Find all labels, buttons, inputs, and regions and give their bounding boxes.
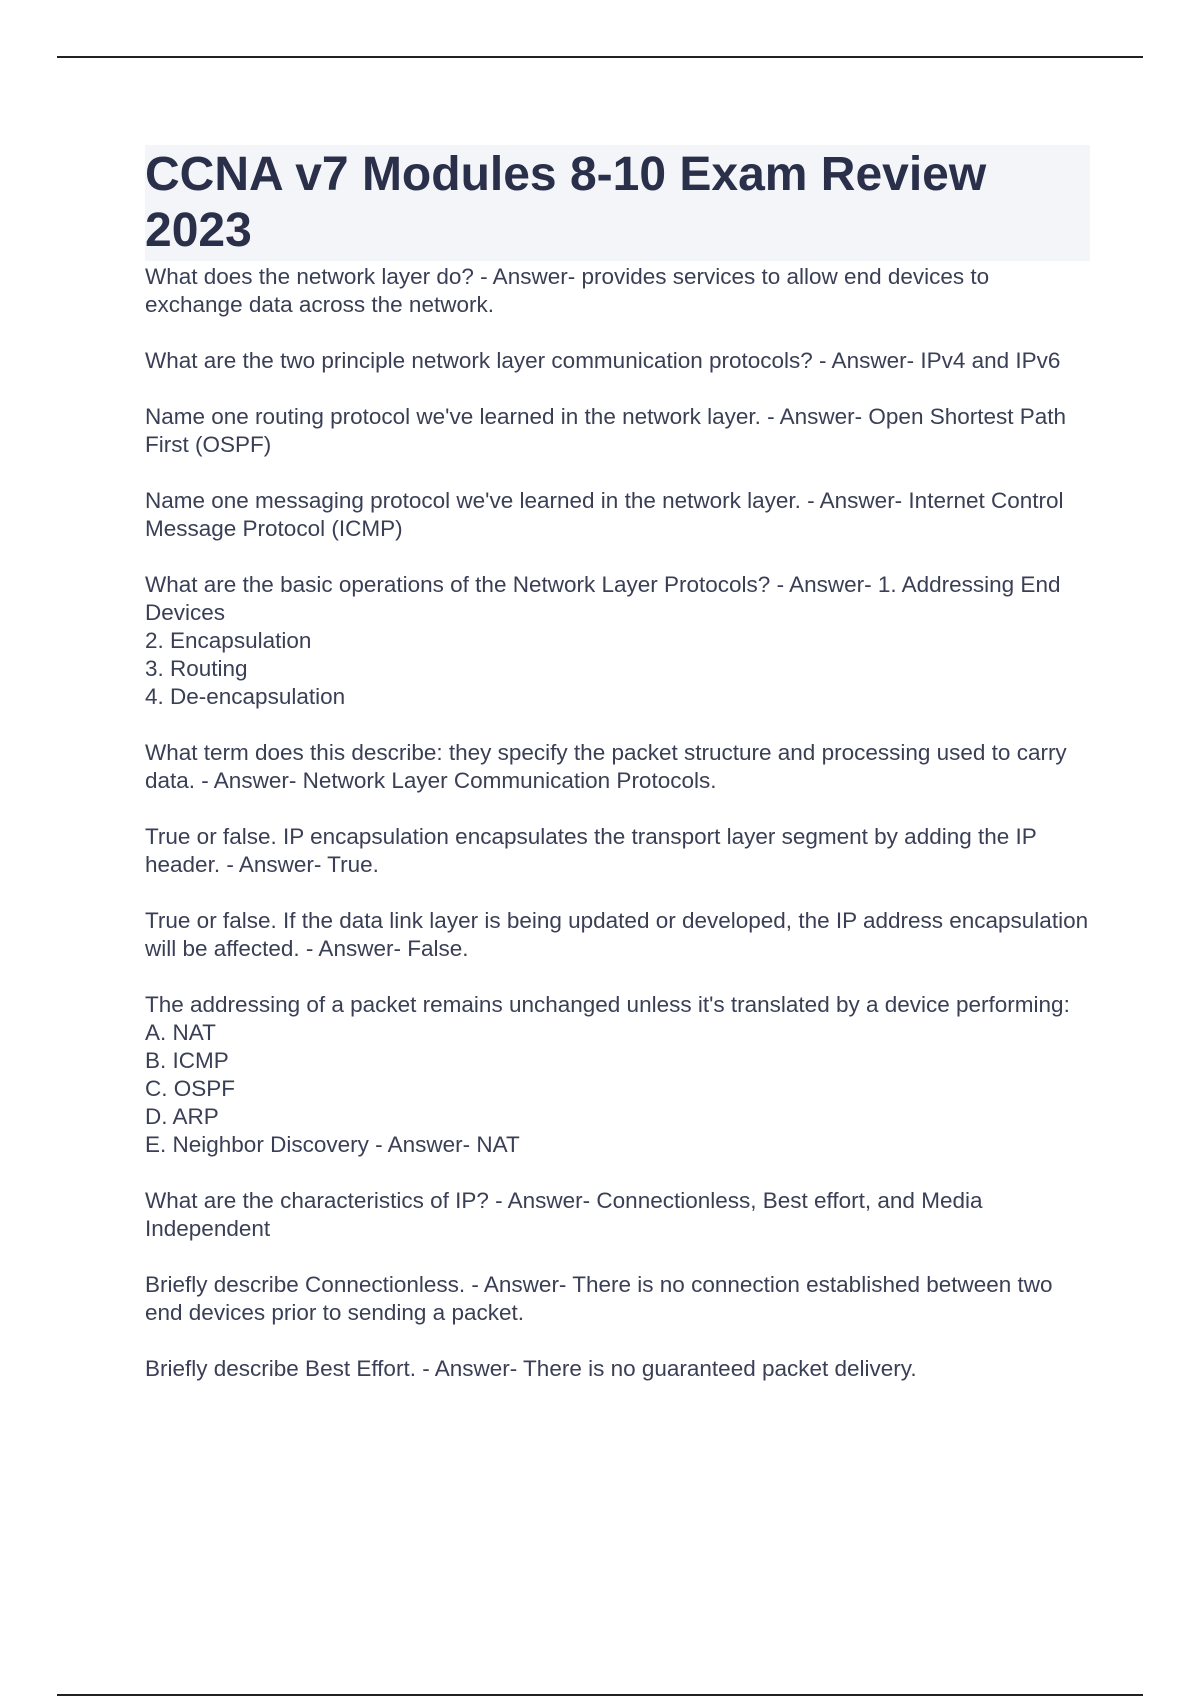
qa-entry: What are the two principle network layer communication protocols? - Answer- IPv4 and IPv6 (145, 348, 1061, 373)
qa-entry: True or false. If the data link layer is being updated or developed, the IP address encapsulation will be affected. - Answer- False. (145, 908, 1089, 961)
qa-entry: What are the basic operations of the Network Layer Protocols? - Answer- 1. Addressing End Devices 2. Encapsulation 3. Routing 4. De-encapsulation (145, 572, 1061, 709)
document-body (145, 145, 1090, 1411)
page-title: CCNA v7 Modules 8-10 Exam Review 2023 (145, 148, 987, 257)
header-rule (57, 56, 1143, 58)
qa-entry: What are the characteristics of IP? - Answer- Connectionless, Best effort, and Media Independent (145, 1188, 983, 1241)
qa-entry: Name one routing protocol we've learned in the network layer. - Answer- Open Shortest Path First (OSPF) (145, 404, 1067, 457)
title-block (145, 145, 1090, 261)
qa-entry: True or false. IP encapsulation encapsulates the transport layer segment by adding the IP header. - Answer- True. (145, 824, 1037, 877)
footer-rule (57, 1694, 1143, 1696)
qa-entry: What does the network layer do? - Answer- provides services to allow end devices to exchange data across the network. (145, 264, 990, 317)
qa-entry: What term does this describe: they specify the packet structure and processing used to carry data. - Answer- Network Layer Communication Protocols. (145, 740, 1067, 793)
qa-entry: Briefly describe Connectionless. - Answer- There is no connection established between two end devices prior to sending a packet. (145, 1272, 1053, 1325)
qa-entry: Briefly describe Best Effort. - Answer- There is no guaranteed packet delivery. (145, 1356, 917, 1381)
qa-entry: Name one messaging protocol we've learned in the network layer. - Answer- Internet Control Message Protocol (ICMP) (145, 488, 1064, 541)
qa-entry: The addressing of a packet remains unchanged unless it's translated by a device performing: A. NAT B. ICMP C. OSPF D. ARP E. Neighbor Discovery - Answer- NAT (145, 992, 1070, 1157)
